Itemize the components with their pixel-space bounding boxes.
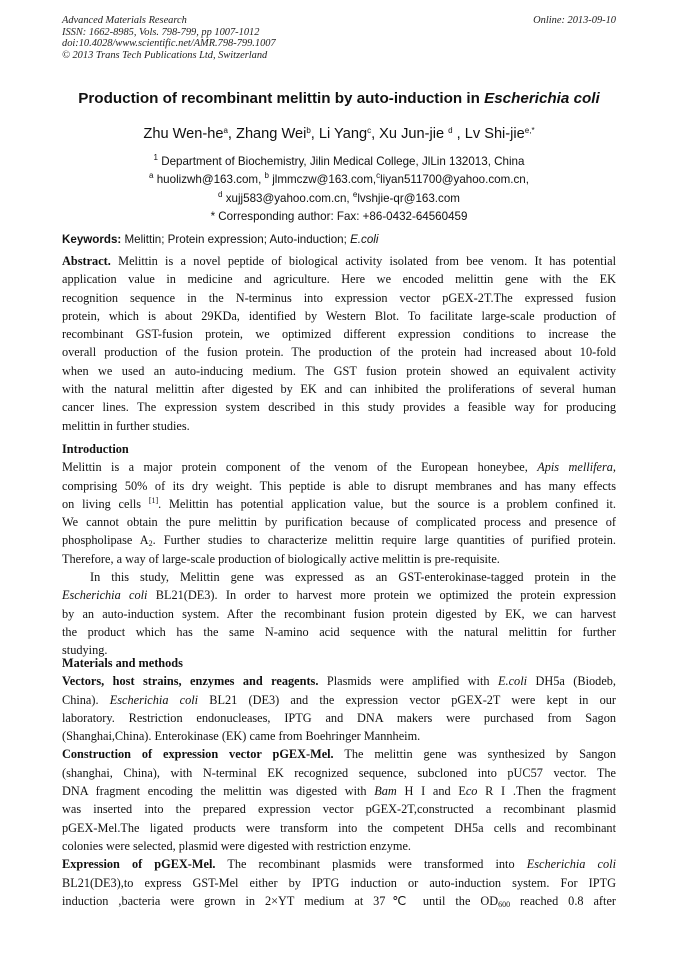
body-italic: Escherichia coli — [109, 692, 199, 707]
body-line: was inserted into the prepared expression vector pGEX-2T,constructed a recombinant plasmid — [62, 802, 616, 817]
keywords-label: Keywords: — [62, 233, 122, 246]
body-text: on living cells — [62, 496, 149, 511]
abstract-line: melittin in further studies. — [62, 418, 190, 433]
body-text: phospholipase A — [62, 533, 149, 548]
email-b[interactable]: jlmmczw@163.com, — [268, 173, 377, 187]
abstract-line: with the natural melittin after digested by EK and can inhibited the proliferations of several human — [62, 382, 616, 397]
subscript: 600 — [498, 899, 511, 909]
body-text: H I and E — [396, 784, 466, 799]
body-line — [62, 855, 616, 873]
body-line: BL21(DE3),to express GST-Mel either by IPTG induction or auto-induction system. For IPTG — [62, 875, 616, 890]
abstract-line: application value in medicine and agriculture. Here we encoded melittin gene with the EK — [62, 272, 616, 287]
author-1: Zhu Wen-he — [143, 126, 224, 142]
body-line — [62, 586, 616, 604]
issn-line: ISSN: 1662-8985, Vols. 798-799, pp 1007-1012 — [62, 26, 260, 38]
body-line: colonies were selected, plasmid were digested with restriction enzyme. — [62, 838, 411, 853]
author-2: , Zhang Wei — [227, 126, 307, 142]
keywords-text: Melittin; Protein expression; Auto-induction; — [121, 233, 351, 246]
body-line: laboratory. Restriction endonucleases, IPTG and DNA makers were purchased from Sagon — [62, 710, 616, 725]
abstract-line: cancer lines. The expression system described in this study provides a feasible way for producing — [62, 400, 616, 415]
author-1-sup: a — [223, 126, 228, 135]
body-line: by an auto-induction system. After the recombinant fusion protein digested by EK, we can harvest — [62, 606, 616, 621]
body-text: Plasmids were amplified with — [318, 674, 498, 689]
body-line: We cannot obtain the pure melittin by purification because of complicated process and presence of — [62, 515, 616, 530]
email-a[interactable]: huolizwh@163.com, — [153, 173, 265, 187]
author-5-sup: e,* — [524, 126, 535, 135]
introduction-section — [62, 440, 616, 660]
body-text: BL21(DE3). In order to harvest more protein we optimized the protein expression — [147, 588, 617, 603]
body-line — [62, 672, 616, 690]
body-line — [62, 531, 616, 549]
subscript: 2 — [148, 539, 153, 549]
subsection-label: Expression of pGEX-Mel. — [62, 857, 216, 872]
body-text: DH5a (Biodeb, — [527, 674, 616, 689]
email-sup-a: a — [149, 171, 154, 181]
copyright-line: © 2013 Trans Tech Publications Ltd, Switzerland — [62, 49, 268, 61]
body-line: pGEX-Mel.The ligated products were transform into the competent DH5a cells and recombinant — [62, 820, 616, 835]
body-line — [62, 782, 616, 800]
subsection-label: Construction of expression vector pGEX-Mel. — [62, 747, 334, 762]
affiliation-line — [62, 153, 616, 171]
email-sup-b: b — [264, 171, 269, 181]
body-text: BL21 (DE3) and the expression vector pGEX-2T were kept in our — [198, 692, 617, 707]
body-text: The melittin gene was synthesized by Sangon — [333, 747, 616, 762]
author-list — [62, 124, 616, 144]
abstract-line: overall production of the fusion protein. The production of the protein had increased about 10-fold — [62, 345, 616, 360]
corresponding-author: * Corresponding author: Fax: +86-0432-64560459 — [210, 210, 468, 224]
journal-name: Advanced Materials Research — [62, 15, 187, 26]
author-3-sup: c — [367, 126, 372, 135]
body-text: induction ,bacteria were grown in 2×YT medium at 37℃ until the OD — [62, 893, 499, 908]
body-italic: Apis mellifera, — [537, 460, 616, 475]
author-2-sup: b — [306, 126, 311, 135]
body-line: comprising 50% of its dry weight. This peptide is able to disrupt membranes and has many effects — [62, 478, 616, 493]
abstract-line: recognition sequence in the N-terminus into expression vector pGEX-2T.The expressed fusion — [62, 290, 616, 305]
affil-text: Department of Biochemistry, Jilin Medical College, JlLin 132013, China — [157, 155, 525, 168]
affil-sup: 1 — [153, 153, 158, 162]
online-date: Online: 2013-09-10 — [533, 15, 616, 26]
citation-ref[interactable]: [1] — [148, 495, 159, 505]
body-line: studying. — [62, 643, 108, 658]
abstract-label: Abstract. — [62, 254, 111, 268]
body-italic: Escherichia coli — [526, 857, 616, 872]
author-4-sup: d — [448, 126, 453, 135]
body-italic: co — [465, 784, 478, 799]
author-5: , Lv Shi-jie — [452, 126, 525, 142]
body-italic: Escherichia coli — [62, 588, 148, 603]
body-text: Melittin is a major protein component of the venom of the European honeybee, — [62, 460, 538, 475]
body-line: (Shanghai,China). Enterokinase (EK) came from Boehringer Mannheim. — [62, 729, 421, 744]
body-line — [62, 892, 616, 910]
body-line — [62, 745, 616, 763]
body-text: . Melittin has potential application value, but the source is a problem confined it. — [158, 496, 617, 511]
author-3: , Li Yang — [310, 126, 368, 142]
body-line: In this study, Melittin gene was expressed as an GST-enterokinase-tagged protein in the — [90, 570, 616, 585]
methods-heading: Materials and methods — [62, 656, 183, 670]
title-text: Production of recombinant melittin by auto-induction in — [78, 90, 485, 107]
body-line — [62, 691, 616, 709]
email-sup-e: e — [352, 189, 358, 199]
body-text: DNA fragment encoding the melittin was digested with — [62, 784, 375, 799]
body-text: R I .Then the fragment — [477, 784, 616, 799]
keywords-italic: E.coli — [350, 233, 379, 246]
email-c[interactable]: liyan511700@yahoo.com.cn, — [380, 173, 529, 187]
title-italic: Escherichia coli — [484, 90, 600, 107]
abstract — [62, 252, 616, 435]
abstract-line: when we used an auto-inducing medium. The GST fusion protein showed an equivalent activity — [62, 363, 616, 378]
introduction-heading: Introduction — [62, 442, 129, 456]
email-line-1 — [62, 171, 616, 189]
body-text: China). — [62, 692, 110, 707]
email-d[interactable]: xujj583@yahoo.com.cn, — [222, 191, 353, 205]
body-italic: E.coli — [498, 674, 528, 689]
keywords — [62, 232, 616, 248]
body-line: the product which has the same N-amino acid sequence with the natural melittin for further — [62, 624, 616, 639]
body-italic: Bam — [374, 784, 397, 799]
subsection-label: Vectors, host strains, enzymes and reagents. — [62, 674, 319, 689]
abstract-line: recombinant GST-fusion protein, we optimized different expression conditions to increase the — [62, 327, 616, 342]
email-e[interactable]: lvshjie-qr@163.com — [357, 191, 460, 205]
body-line — [62, 458, 616, 476]
abstract-line — [62, 252, 616, 270]
journal-header — [62, 15, 616, 61]
body-line: (shanghai, China), with N-terminal EK recognized sequence, subcloned into pUC57 vector. The — [62, 765, 616, 780]
body-line: Therefore, a way of large-scale production of biologically active melittin is pre-requisite. — [62, 551, 500, 566]
body-text: The recombinant plasmids were transformed into — [215, 857, 527, 872]
paper-title — [62, 89, 616, 109]
abstract-text: Melittin is a novel peptide of biological activity isolated from bee venom. It has potential — [110, 254, 616, 268]
methods-section — [62, 654, 616, 910]
email-sup-c: c — [376, 171, 381, 181]
body-text: reached 0.8 after — [510, 893, 616, 908]
affiliations — [62, 153, 616, 227]
email-sup-d: d — [218, 189, 223, 199]
doi-line: doi:10.4028/www.scientific.net/AMR.798-799.1007 — [62, 38, 276, 50]
author-4: , Xu Jun-jie — [371, 126, 449, 142]
body-line — [62, 495, 616, 513]
body-text: . Further studies to characterize melittin require large quantities of purified protein. — [152, 533, 616, 548]
email-line-2 — [62, 190, 616, 208]
abstract-line: protein, which is about 29KDa, identified by Western Blot. To facilitate large-scale production of — [62, 308, 616, 323]
